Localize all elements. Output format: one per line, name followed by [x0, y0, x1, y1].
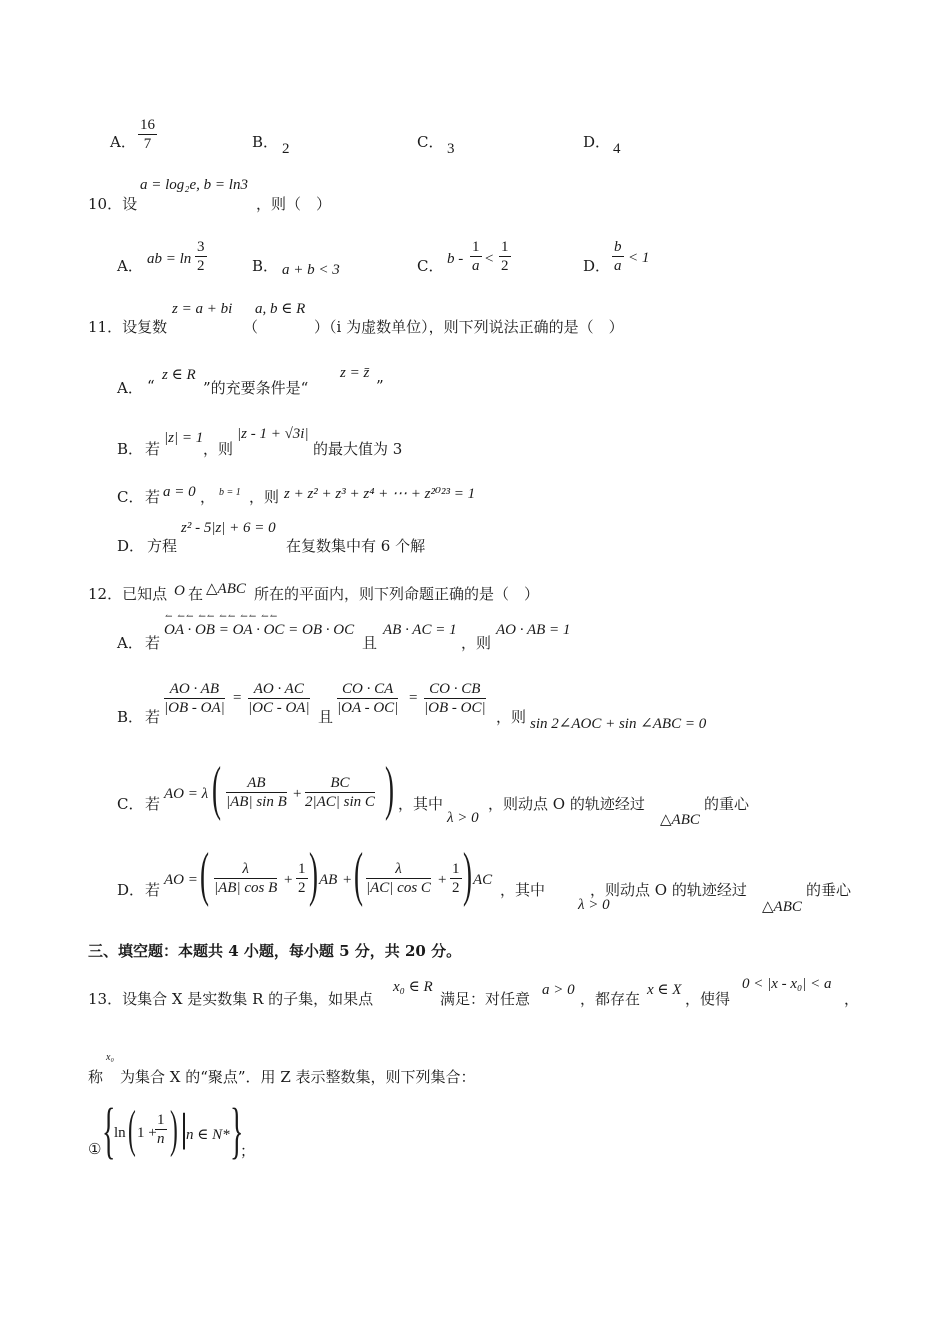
q12-d-d2: |AC| cos C — [366, 880, 431, 896]
q11-b-ze: ，则 — [203, 440, 234, 458]
q12-c-lambda: λ > 0 — [447, 810, 479, 826]
q13-line1-d: ，使得 — [685, 990, 731, 1008]
q12-c-plus: + — [293, 786, 302, 802]
q11-condition: a, b ∈ R — [255, 301, 306, 317]
q11-paren-open: （ — [243, 318, 259, 336]
q13-item1-bar: | — [180, 1105, 189, 1150]
q11-d-text1: 方程 — [147, 537, 178, 555]
q13-item1-end: ； — [240, 1142, 256, 1160]
q11-c-formula3: z + z² + z³ + z⁴ + ⋯ + z²⁰²³ = 1 — [284, 486, 476, 502]
q13-item1-den: n — [157, 1131, 165, 1147]
q10-option-a-fraction — [195, 238, 207, 275]
q11-c-formula1: a = 0 — [163, 484, 196, 500]
q12-d-text: ，则动点 O 的轨迹经过 — [590, 881, 747, 899]
q12-c-end: 的重心 — [704, 795, 750, 813]
q13-x0-in-r: x₀ ∈ R — [393, 979, 433, 995]
q12-d-plus1: + — [284, 872, 293, 888]
q11-a-quote1: “ — [147, 377, 155, 395]
q12-option-a-label: A． — [117, 634, 143, 652]
q12-d-end: 的垂心 — [806, 881, 852, 899]
q12-d-h1d: 2 — [298, 880, 306, 896]
q12-d-ab: AB — [319, 872, 338, 888]
q12-a-vector-marks: ↼ ↼↼ ↼↼ ↼↼ ↼↼ ↼↼ — [165, 612, 279, 622]
q13-x0: x₀ — [106, 1052, 114, 1063]
q13-item1-num: 1 — [157, 1112, 165, 1128]
q10-option-a-text: ab = ln — [147, 251, 192, 267]
q13-line1-b: 满足：对任意 — [440, 990, 531, 1008]
q13-item1-paren-left: ( — [128, 1101, 136, 1158]
q10-formula: a = log₂e, b = ln3 — [140, 177, 248, 193]
q12-c-n1: AB — [226, 774, 287, 793]
q12-d-half2 — [450, 860, 462, 897]
q10-option-c-frac1 — [470, 238, 482, 275]
q12-d-paren2-right: ) — [463, 841, 472, 907]
q11-d-tail: 在复数集中有 6 个解 — [286, 537, 426, 555]
q12-b-n1: AO · AB — [164, 680, 225, 699]
q10-option-d-label: D． — [583, 257, 611, 275]
q12-b-d2: |OC - OA| — [248, 700, 310, 716]
q13-x-in-X: x ∈ X — [647, 982, 682, 998]
q10-d-num: b — [614, 239, 622, 255]
q12-c-lhs: AO = λ — [164, 786, 209, 802]
q10-option-c-left: b - — [447, 251, 464, 267]
q11-d-formula: z² - 5|z| + 6 = 0 — [181, 520, 276, 536]
q11-a-quote3: ” — [376, 377, 384, 395]
q10-tail: ，则（ ） — [256, 195, 332, 213]
q11-b-tail: 的最大值为 3 — [313, 440, 403, 458]
q13-item1-label: ① — [88, 1140, 102, 1158]
q10-option-b-label: B． — [252, 257, 279, 275]
q12-d-n1: λ — [214, 860, 277, 879]
q12-d-ruo: 若 — [145, 881, 161, 899]
q12-a-formula3: AO · AB = 1 — [496, 622, 571, 638]
q12-d-frac2 — [366, 860, 431, 897]
q12-c-d2: 2|AC| sin C — [305, 794, 375, 810]
q12-d-half1 — [296, 860, 308, 897]
q13-item1-frac — [155, 1111, 167, 1148]
q12-a-qie: 且 — [362, 634, 378, 652]
q9-option-c-label: C． — [417, 133, 444, 151]
q12-option-c-label: C． — [117, 795, 144, 813]
q13-line2-a: 称 — [88, 1068, 104, 1086]
q12-c-paren-left: ( — [212, 755, 221, 821]
q11-c-comma: ， — [200, 488, 216, 506]
q11-number: 11．设复数 — [88, 318, 168, 336]
q13-comma: ， — [844, 990, 860, 1008]
q13-item1-cond: n ∈ N* — [186, 1127, 230, 1143]
q10-c-f2-num: 1 — [501, 239, 509, 255]
q12-a-ze: ，则 — [461, 634, 492, 652]
q9-a-den: 7 — [143, 136, 152, 152]
q12-c-qizhong: ，其中 — [398, 795, 444, 813]
q12-d-h2d: 2 — [452, 880, 460, 896]
q12-d-plus2: + — [343, 872, 352, 888]
q10-option-c-label: C． — [417, 257, 444, 275]
q10-number: 10．设 — [88, 195, 138, 213]
q13-inequality: 0 < |x - x₀| < a — [742, 976, 832, 992]
q12-b-formula: sin 2∠AOC + sin ∠ABC = 0 — [530, 716, 707, 732]
q12-d-h1n: 1 — [298, 861, 306, 877]
q11-formula: z = a + bi — [172, 301, 233, 317]
q12-d-lambda: λ > 0 — [578, 897, 610, 913]
q12-a-formula2: AB · AC = 1 — [383, 622, 457, 638]
q12-d-plus3: + — [438, 872, 447, 888]
q10-c-f2-den: 2 — [501, 258, 509, 274]
q12-option-d-label: D． — [117, 881, 145, 899]
q11-a-formula2: z = z̄ — [340, 365, 370, 381]
q11-c-formula2: b = 1 — [219, 487, 241, 498]
q12-d-d1: |AB| cos B — [214, 880, 278, 896]
q10-option-d-fraction — [612, 238, 624, 275]
q12-c-text: ，则动点 O 的轨迹经过 — [488, 795, 645, 813]
q11-option-d-label: D． — [117, 537, 145, 555]
q11-b-ruo: 若 — [145, 440, 161, 458]
q10-option-d-tail: < 1 — [628, 250, 650, 266]
q12-c-n2: BC — [305, 774, 375, 793]
q13-line2-b: 为集合 X 的“聚点”．用 Z 表示整数集，则下列集合： — [120, 1068, 476, 1086]
q11-a-quote2: ”的充要条件是“ — [203, 379, 309, 397]
q10-c-f1-den: a — [472, 258, 480, 274]
q13-item1-ln: ln — [114, 1125, 126, 1141]
q13-line1-a: 13．设集合 X 是实数集 R 的子集，如果点 — [88, 990, 374, 1008]
q9-option-b-value: 2 — [282, 141, 290, 157]
q13-item1-paren-right: ) — [170, 1101, 178, 1158]
q12-number: 12．已知点 — [88, 585, 168, 603]
q12-c-paren-right: ) — [385, 755, 394, 821]
q10-option-a-label: A． — [117, 257, 143, 275]
q12-a-formula1: OA · OB = OA · OC = OB · OC — [164, 622, 355, 638]
q12-b-n3: CO · CA — [337, 680, 398, 699]
q12-a-ruo: 若 — [145, 634, 161, 652]
q13-item1-brace-left: { — [102, 1097, 116, 1165]
q9-option-b-label: B． — [252, 133, 279, 151]
q12-c-frac1 — [226, 774, 287, 811]
q12-d-h2n: 1 — [452, 861, 460, 877]
q12-c-ruo: 若 — [145, 795, 161, 813]
q12-triangle: △ABC — [206, 581, 246, 597]
q12-b-frac2 — [248, 680, 310, 717]
q12-d-paren1-right: ) — [309, 841, 318, 907]
q12-d-n2: λ — [366, 860, 431, 879]
q11-c-ze: ，则 — [249, 488, 280, 506]
q12-b-eq2: = — [409, 690, 418, 706]
q10-a-den: 2 — [197, 258, 205, 274]
q9-option-a-label: A． — [110, 133, 136, 151]
q13-item1-one: 1 + — [137, 1125, 157, 1141]
q12-b-frac4 — [424, 680, 486, 717]
section-three-heading: 三、填空题：本题共 4 小题，每小题 5 分，共 20 分。 — [88, 942, 462, 960]
q11-tail: ）（i 为虚数单位），则下列说法正确的是（ ） — [314, 318, 624, 336]
q10-option-b-text: a + b < 3 — [282, 262, 340, 278]
q12-d-paren2-left: ( — [354, 841, 363, 907]
q12-d-frac1 — [214, 860, 277, 897]
q11-option-c-label: C． — [117, 488, 144, 506]
q9-a-num: 16 — [140, 117, 155, 133]
q13-item1-brace-right: } — [230, 1097, 244, 1165]
q12-d-triangle: △ABC — [762, 899, 802, 915]
q12-b-qie: 且 — [318, 708, 334, 726]
q9-option-d-label: D． — [583, 133, 611, 151]
q12-b-frac3 — [337, 680, 398, 717]
q12-b-d4: |OB - OC| — [424, 700, 486, 716]
q12-c-frac2 — [305, 774, 375, 811]
q9-option-c-value: 3 — [447, 141, 455, 157]
q12-b-n2: AO · AC — [248, 680, 310, 699]
q10-a-num: 3 — [197, 239, 205, 255]
q11-a-formula1: z ∈ R — [162, 367, 196, 383]
q12-point-o: O — [174, 583, 185, 599]
q10-option-c-frac2 — [499, 238, 511, 275]
q9-option-a-fraction — [138, 116, 157, 153]
q12-option-b-label: B． — [117, 708, 144, 726]
q12-b-eq1: = — [233, 690, 242, 706]
q10-d-den: a — [614, 258, 622, 274]
q12-b-d1: |OB - OA| — [164, 700, 225, 716]
q12-d-paren1-left: ( — [200, 841, 209, 907]
q12-c-triangle: △ABC — [660, 812, 700, 828]
q12-d-lhs: AO = — [164, 872, 198, 888]
q9-option-d-value: 4 — [613, 141, 621, 157]
q11-c-ruo: 若 — [145, 488, 161, 506]
q12-tail: 所在的平面内，则下列命题正确的是（ ） — [254, 585, 540, 603]
q12-b-frac1 — [164, 680, 225, 717]
q10-option-c-mid: < — [484, 251, 495, 267]
q11-b-formula1: |z| = 1 — [164, 430, 204, 446]
q13-line1-c: ，都存在 — [580, 990, 641, 1008]
q12-b-ruo: 若 — [145, 708, 161, 726]
q12-c-d1: |AB| sin B — [226, 794, 287, 810]
q12-zai: 在 — [188, 585, 204, 603]
q11-option-a-label: A． — [117, 379, 143, 397]
q11-b-formula2: |z - 1 + √3i| — [237, 426, 309, 442]
q13-a-gt-0: a > 0 — [542, 982, 575, 998]
q11-option-b-label: B． — [117, 440, 144, 458]
q12-d-qizhong: ，其中 — [500, 881, 546, 899]
q12-b-d3: |OA - OC| — [337, 700, 399, 716]
q12-d-ac: AC — [473, 872, 493, 888]
q12-b-n4: CO · CB — [424, 680, 486, 699]
q12-b-ze: ，则 — [496, 708, 527, 726]
q10-c-f1-num: 1 — [472, 239, 480, 255]
